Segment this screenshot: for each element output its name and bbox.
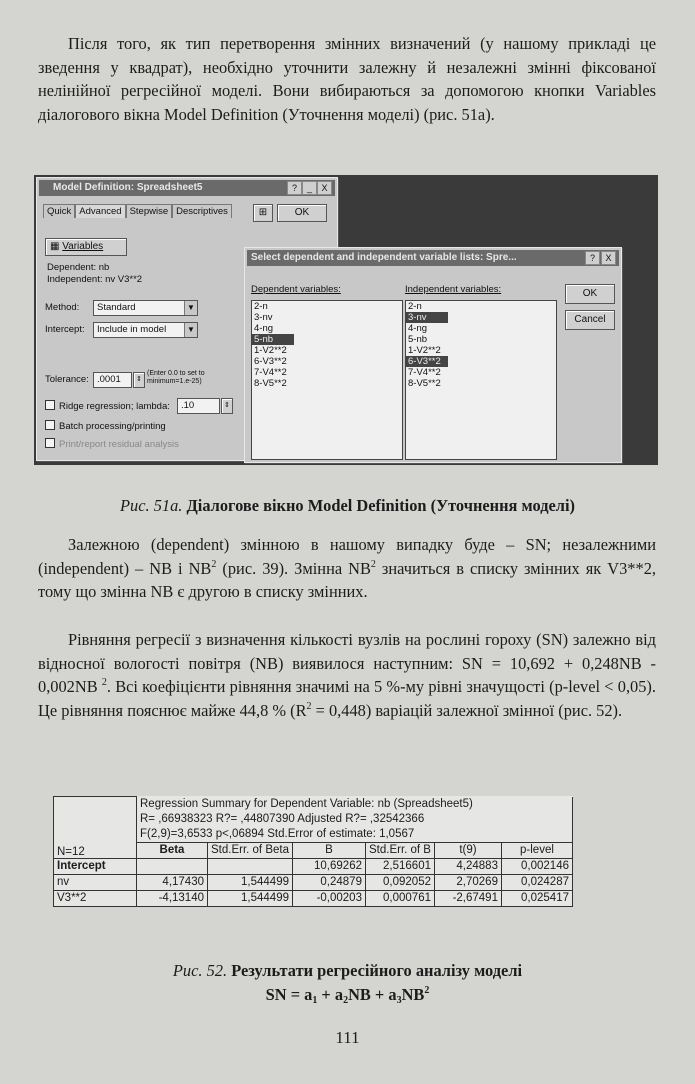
tab-stepwise[interactable]: Stepwise [126, 204, 173, 218]
list-item[interactable]: 5-nb [252, 334, 294, 345]
para3-text-b: . Всі коефіцієнти рівняння значимі на 5 %-му рівні значущості (p-level < 0,05). Це рівняння пояснює майже 44,8 % (R [38, 677, 656, 720]
superscript: 2 [211, 558, 217, 570]
ridge-value: .10 [181, 400, 195, 411]
checkbox-icon [45, 438, 55, 448]
table-row [54, 797, 573, 812]
list-item[interactable]: 2-n [408, 301, 422, 312]
subscript: 2 [343, 995, 349, 1006]
table-cell: 0,000761 [365, 890, 434, 906]
tolerance-input[interactable] [93, 372, 132, 388]
table-cell: -2,67491 [434, 890, 501, 906]
tab-descriptives[interactable]: Descriptives [172, 204, 232, 218]
superscript: 2 [101, 677, 107, 689]
intercept-select[interactable] [93, 322, 198, 338]
intercept-value: Include in model [97, 324, 167, 335]
list-item[interactable]: 7-V4**2 [408, 367, 441, 378]
regression-summary-line-2: R= ,66938323 R?= ,44807390 Adjusted R?= ,32542366 [137, 812, 573, 827]
table-cell: 0,002146 [501, 858, 572, 874]
tolerance-value: .0001 [97, 374, 121, 385]
table-cell: 2,516601 [365, 858, 434, 874]
tab-bar [43, 204, 232, 220]
table-cell: 0,092052 [365, 874, 434, 890]
checkbox-icon [45, 400, 55, 410]
ridge-lambda-input[interactable] [177, 398, 220, 414]
list-item[interactable]: 4-ng [408, 323, 428, 334]
paragraph-regression-equation [38, 628, 656, 722]
table-cell [208, 858, 293, 874]
tolerance-hint: (Enter 0.0 to set to minimum=1.e-25) [147, 370, 205, 385]
table-cell: -4,13140 [137, 890, 208, 906]
figure-52-caption [20, 961, 675, 981]
checkbox-icon [45, 420, 55, 430]
list-item[interactable]: 8-V5**2 [408, 378, 441, 389]
variables-icon: ▦ [50, 241, 63, 252]
table-row [54, 890, 573, 906]
table-row [54, 874, 573, 890]
dependent-variable-list[interactable] [251, 300, 403, 460]
select-window-title: Select dependent and independent variable lists: Spre... [251, 252, 517, 263]
grid-icon[interactable]: ⊞ [253, 204, 273, 222]
row-label: nv [54, 874, 137, 890]
list-item[interactable]: 3-nv [254, 312, 273, 323]
intercept-label: Intercept: [45, 324, 85, 335]
list-item[interactable]: 7-V4**2 [254, 367, 287, 378]
method-value: Standard [97, 302, 136, 313]
caption-text: Результати регресійного аналізу моделі [231, 961, 523, 980]
formula-part: NB + a [348, 985, 397, 1004]
formula-part: + a [317, 985, 344, 1004]
figure-51a-caption [20, 496, 675, 516]
minimize-button[interactable]: _ [302, 181, 317, 195]
residual-label: Print/report residual analysis [59, 439, 179, 450]
method-label: Method: [45, 302, 80, 313]
regression-summary-table [53, 796, 573, 907]
list-item[interactable]: 5-nb [408, 334, 428, 345]
caption-label: Рис. 51а. [120, 496, 183, 515]
table-cell: 4,17430 [137, 874, 208, 890]
ok-button[interactable]: OK [565, 284, 615, 304]
para3-text-a: Рівняння регресії з визначення кількості вузлів на рослині гороху (SN) залежно від відносної вологості повітря (NB) виявилося наступним: SN = 10,692 + 0,248NB - 0,002NB [38, 630, 656, 697]
superscript: 2 [424, 985, 430, 996]
table-header-row [54, 842, 573, 858]
ok-button[interactable]: OK [277, 204, 327, 222]
subscript: 3 [396, 995, 402, 1006]
close-button[interactable]: X [317, 181, 332, 195]
table-cell: 0,24879 [292, 874, 365, 890]
chevron-down-icon: ▼ [184, 301, 197, 315]
batch-label: Batch processing/printing [59, 421, 166, 432]
list-item[interactable]: 6-V3**2 [406, 356, 448, 367]
column-header: Std.Err. of Beta [208, 842, 293, 858]
table-cell: 0,025417 [501, 890, 572, 906]
help-button[interactable]: ? [287, 181, 302, 195]
row-label: Intercept [54, 858, 137, 874]
close-button[interactable]: X [601, 251, 616, 265]
list-item[interactable]: 8-V5**2 [254, 378, 287, 389]
list-item[interactable]: 3-nv [406, 312, 448, 323]
column-header: Std.Err. of B [365, 842, 434, 858]
caption-label: Рис. 52. [172, 961, 228, 980]
n-label: N=12 [54, 842, 137, 858]
formula-part: NB [401, 985, 425, 1004]
para2-text-c: значиться в списку змінних як V3**2, тому що змінна NB є другою в списку змінних. [38, 558, 656, 602]
regression-summary-line-1: Regression Summary for Dependent Variable: nb (Spreadsheet5) [137, 797, 573, 812]
formula-part: SN = a [265, 985, 313, 1004]
figure-51a-screenshot [34, 175, 658, 465]
table-cell: 2,70269 [434, 874, 501, 890]
list-item[interactable]: 1-V2**2 [254, 345, 287, 356]
variables-button[interactable] [45, 238, 127, 256]
tolerance-spinner-icon[interactable]: ⇕ [133, 372, 145, 388]
select-variables-window [244, 247, 622, 463]
table-cell: 1,544499 [208, 890, 293, 906]
column-header: B [292, 842, 365, 858]
intro-paragraph: Після того, як тип перетворення змінних визначений (у нашому прикладі це зведення у квадрат), необхідно уточнити залежну й незалежні змінні фіксованої нелінійної регресійної моделі. Вони вибираються за допомогою кнопки Variables діалогового вікна Model Definition (Уточнення моделі) (рис. 51а). [38, 34, 656, 124]
regression-summary-line-3: F(2,9)=3,6533 p<,06894 Std.Error of estimate: 1,0567 [137, 827, 573, 843]
paragraph-dependent-variables [38, 533, 656, 604]
ridge-regression-checkbox[interactable] [45, 400, 170, 412]
table-cell [137, 858, 208, 874]
tolerance-label: Tolerance: [45, 374, 89, 385]
variables-label: Variables [62, 241, 104, 252]
ridge-spinner-icon[interactable]: ⇕ [221, 398, 233, 414]
table-cell: 10,69262 [292, 858, 365, 874]
dependent-line: Dependent: nb [47, 262, 110, 273]
table-cell: 4,24883 [434, 858, 501, 874]
cancel-button[interactable]: Cancel [565, 310, 615, 330]
table-cell: -0,00203 [292, 890, 365, 906]
para2-text-a: Залежною (dependent) змінною в нашому випадку буде – SN; незалежними (independent) – NB і NB [38, 535, 656, 578]
para2-text-b: (рис. 39). Змінна NB [216, 558, 371, 578]
superscript: 2 [370, 558, 376, 570]
column-header: Beta [137, 842, 208, 858]
list-item[interactable]: 4-ng [254, 323, 274, 334]
list-item[interactable]: 6-V3**2 [254, 356, 287, 367]
table-cell: 0,024287 [501, 874, 572, 890]
table-row [54, 858, 573, 874]
method-select[interactable] [93, 300, 198, 316]
para3-text-c: = 0,448) варіацій залежної змінної (рис. 52). [311, 700, 623, 720]
ridge-label: Ridge regression; lambda: [59, 401, 170, 412]
row-label: V3**2 [54, 890, 137, 906]
tab-advanced[interactable]: Advanced [75, 204, 125, 218]
independent-line: Independent: nv V3**2 [47, 274, 143, 285]
table-cell: 1,544499 [208, 874, 293, 890]
figure-52-formula [20, 985, 675, 1005]
batch-processing-checkbox[interactable] [45, 420, 166, 432]
subscript: 1 [312, 995, 318, 1006]
tab-quick[interactable]: Quick [43, 204, 75, 218]
page-number: 111 [335, 1028, 360, 1047]
help-button[interactable]: ? [585, 251, 600, 265]
window-title: Model Definition: Spreadsheet5 [53, 182, 203, 193]
list-item[interactable]: 1-V2**2 [408, 345, 441, 356]
caption-text: Діалогове вікно Model Definition (Уточнення моделі) [186, 496, 575, 515]
superscript: 2 [306, 700, 312, 712]
independent-header: Independent variables: [405, 284, 502, 295]
chevron-down-icon: ▼ [184, 323, 197, 337]
residual-analysis-checkbox[interactable] [45, 438, 179, 450]
select-variables-titlebar [247, 250, 619, 266]
independent-variable-list[interactable] [405, 300, 557, 460]
column-header: p-level [501, 842, 572, 858]
list-item[interactable]: 2-n [254, 301, 268, 312]
dependent-header: Dependent variables: [251, 284, 341, 295]
table-corner-cell [54, 797, 137, 843]
column-header: t(9) [434, 842, 501, 858]
